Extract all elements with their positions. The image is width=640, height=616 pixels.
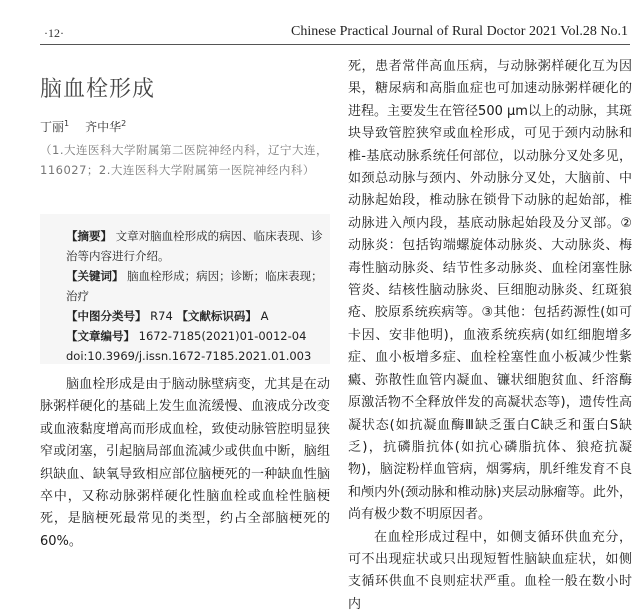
article-number-value: 1672-7185(2021)01-0012-04 bbox=[138, 329, 307, 343]
body-right-column bbox=[348, 56, 632, 616]
doi: doi:10.3969/j.issn.1672-7185.2021.01.003 bbox=[66, 349, 312, 363]
article-number-label: 【文章编号】 bbox=[66, 329, 135, 343]
clc-label: 【中图分类号】 bbox=[66, 309, 147, 323]
classification bbox=[66, 306, 326, 326]
keywords-text: 脑血栓形成；病因；诊断；临床表现；治疗 bbox=[66, 269, 323, 303]
metadata bbox=[66, 226, 326, 366]
authors bbox=[40, 118, 126, 135]
article-title: 脑血栓形成 bbox=[40, 77, 156, 102]
page-number: ·12· bbox=[44, 26, 64, 40]
keywords-label: 【关键词】 bbox=[66, 269, 124, 283]
author-name: 齐中华 bbox=[85, 120, 122, 134]
header-rule bbox=[40, 44, 630, 45]
doc-code-value: A bbox=[260, 309, 269, 323]
body-paragraph: 死，患者常伴高血压病，与动脉粥样硬化互为因果，糖尿病和高脂血症也可加速动脉粥样硬化的进程。主要发生在管径500 μm以上的动脉，其斑块导致管腔狭窄或血栓形成，可见于颈内动脉和椎-基底动脉系统任何部位，以动脉分叉处多见，如颈总动脉与颈内、外动脉分叉处，大脑前、中动脉起始段，椎动脉在锁骨下动脉的起始部，椎动脉进入颅内段，基底动脉起始段及分叉部。②动脉炎：包括钩端螺旋体动脉炎、大动脉炎、梅毒性脑动脉炎、结节性多动脉炎、血栓闭塞性脉管炎、结核性脑动脉炎、巨细胞动脉炎、红斑狼疮、胶原系统疾病等。③其他：包括药源性(如可卡因、安非他明)，血液系统疾病(如红细胞增多症、血小板增多症、血栓栓塞性血小板减少性紫癜、弥散性血管内凝血、镰状细胞贫血、纤溶酶原激活物不全释放伴发的高凝状态等)，遗传性高凝状态(如抗凝血酶Ⅲ缺乏蛋白C缺乏和蛋白S缺乏)，抗磷脂抗体(如抗心磷脂抗体、狼疮抗凝物)，脑淀粉样血管病，烟雾病，肌纤维发育不良和颅内外(颈动脉和椎动脉)夹层动脉瘤等。此外，尚有极少数不明原因者。 bbox=[348, 59, 632, 523]
body-left-column bbox=[40, 374, 330, 553]
keywords bbox=[66, 266, 326, 306]
article-number bbox=[66, 326, 326, 346]
doc-code-label: 【文献标识码】 bbox=[176, 309, 257, 323]
clc-value: R74 bbox=[150, 309, 173, 323]
abstract-label: 【摘要】 bbox=[66, 229, 112, 243]
abstract-text: 文章对脑血栓形成的病因、临床表现、诊治等内容进行介绍。 bbox=[66, 229, 323, 263]
affiliation: （1.大连医科大学附属第二医院神经内科，辽宁大连，116027；2.大连医科大学附属第一医院神经内科） bbox=[40, 143, 328, 177]
body-paragraph: 脑血栓形成是由于脑动脉壁病变，尤其是在动脉粥样硬化的基础上发生血流缓慢、血液成分改变或血液黏度增高而形成血栓，致使动脉管腔明显狭窄或闭塞，引起脑局部血流减少或供血中断，脑组织缺血、缺氧导致相应部位脑梗死的一种缺血性脑卒中，又称动脉粥样硬化性脑血栓或血栓性脑梗死，是脑梗死最常见的类型，约占全部脑梗死的60%。 bbox=[40, 377, 330, 549]
author-name: 丁丽 bbox=[40, 120, 65, 134]
abstract bbox=[66, 226, 326, 266]
body-paragraph: 在血栓形成过程中，如侧支循环供血充分，可不出现症状或只出现短暂性脑缺血症状，如侧支循环供血不良则症状严重。血栓一般在数小时内 bbox=[348, 529, 632, 612]
journal-header: Chinese Practical Journal of Rural Doctor 2021 Vol.28 No.1 bbox=[291, 24, 628, 39]
author-superscript: 1 bbox=[64, 119, 70, 128]
author-superscript: 2 bbox=[121, 119, 127, 128]
